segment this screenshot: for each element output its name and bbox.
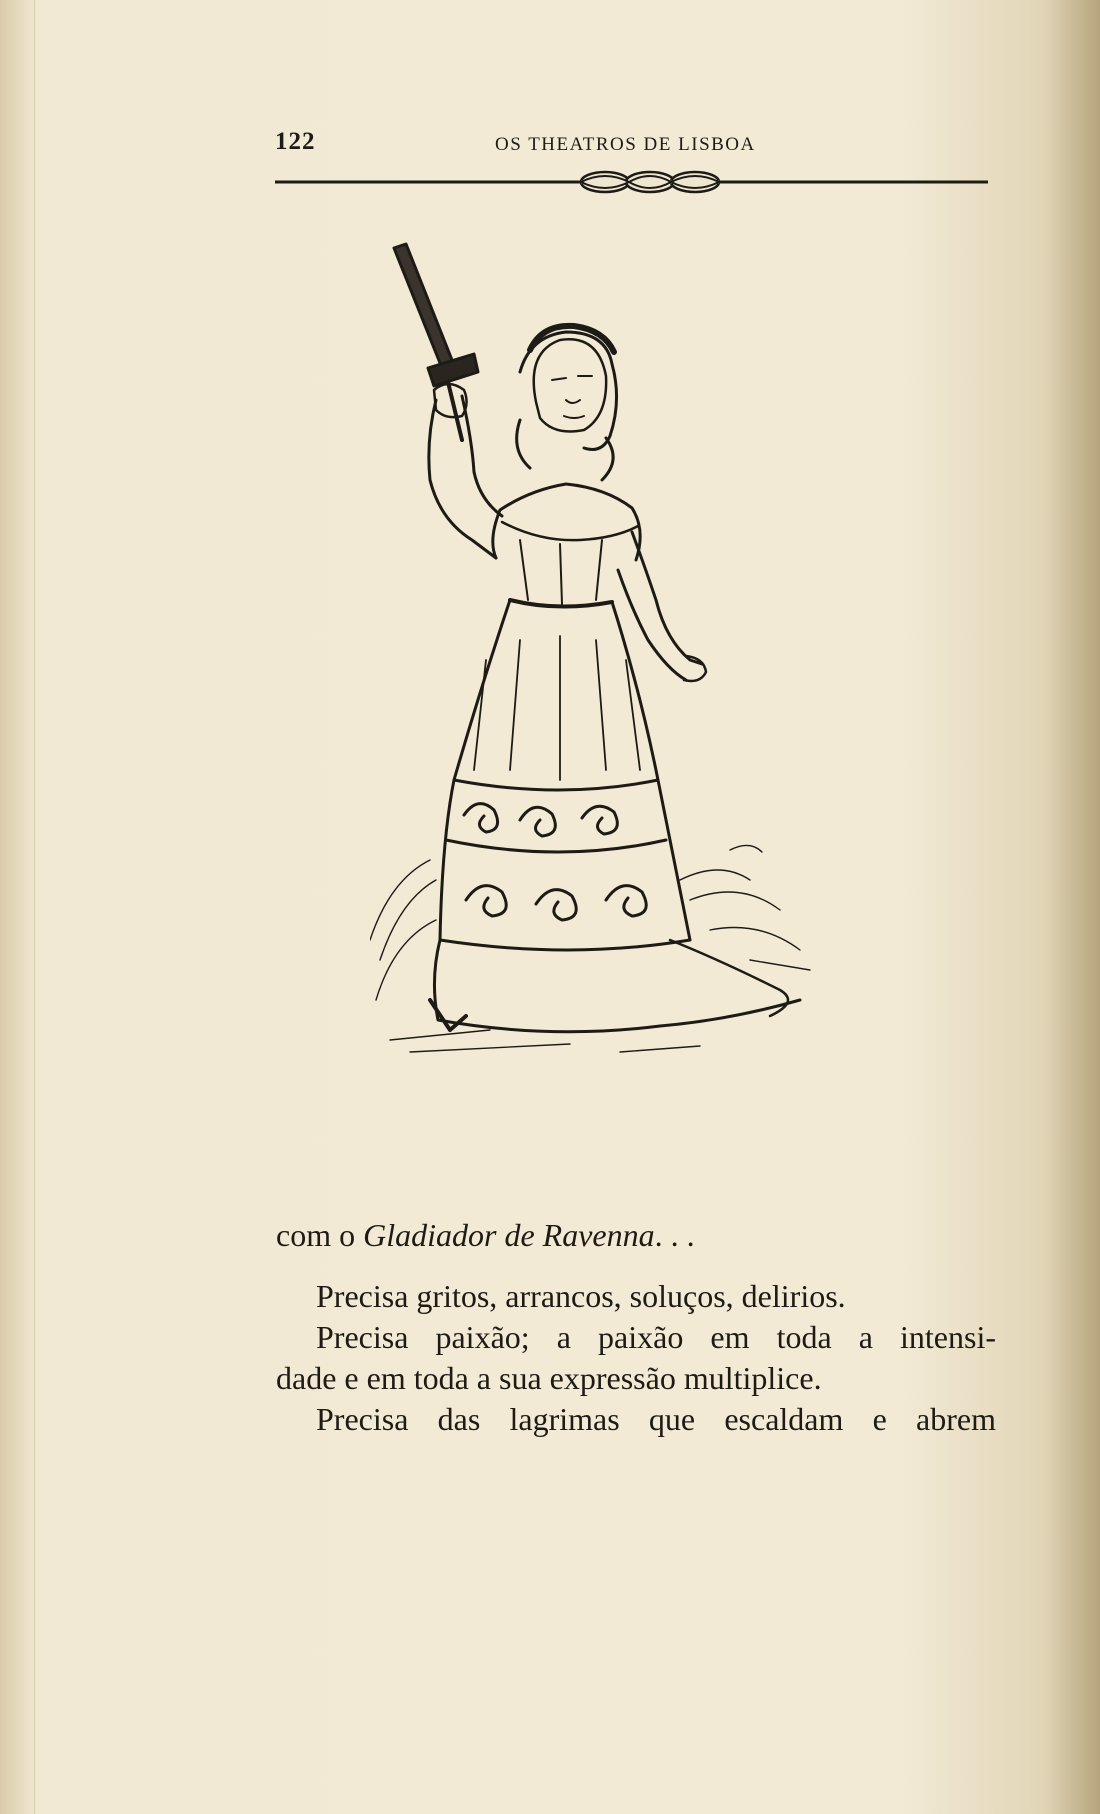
text-line: [276, 1215, 996, 1256]
text-span: . . .: [654, 1217, 695, 1253]
paragraph-line: Precisa paixão; a paixão em toda a intensi-: [316, 1319, 996, 1355]
text-span: com o: [276, 1217, 356, 1253]
paragraph-line: dade e em toda a sua expressão multiplice.: [276, 1360, 822, 1396]
page-number: 122: [275, 128, 316, 155]
body-text: [276, 1215, 996, 1440]
page-edge-right: [1048, 0, 1100, 1814]
play-title: Gladiador de Ravenna: [363, 1217, 655, 1253]
paragraph-gap: [276, 1256, 996, 1276]
running-title: OS THEATROS DE LISBOA: [495, 134, 756, 155]
page-gutter-left: [0, 0, 35, 1814]
paragraph-line: Precisa das lagrimas que escaldam e abrem: [316, 1401, 996, 1437]
running-header: [275, 128, 987, 168]
paragraph: Precisa gritos, arrancos, soluços, delirios.: [316, 1278, 846, 1314]
woman-with-dagger-illustration: [370, 240, 890, 1120]
header-rule-ornament: [275, 168, 988, 198]
